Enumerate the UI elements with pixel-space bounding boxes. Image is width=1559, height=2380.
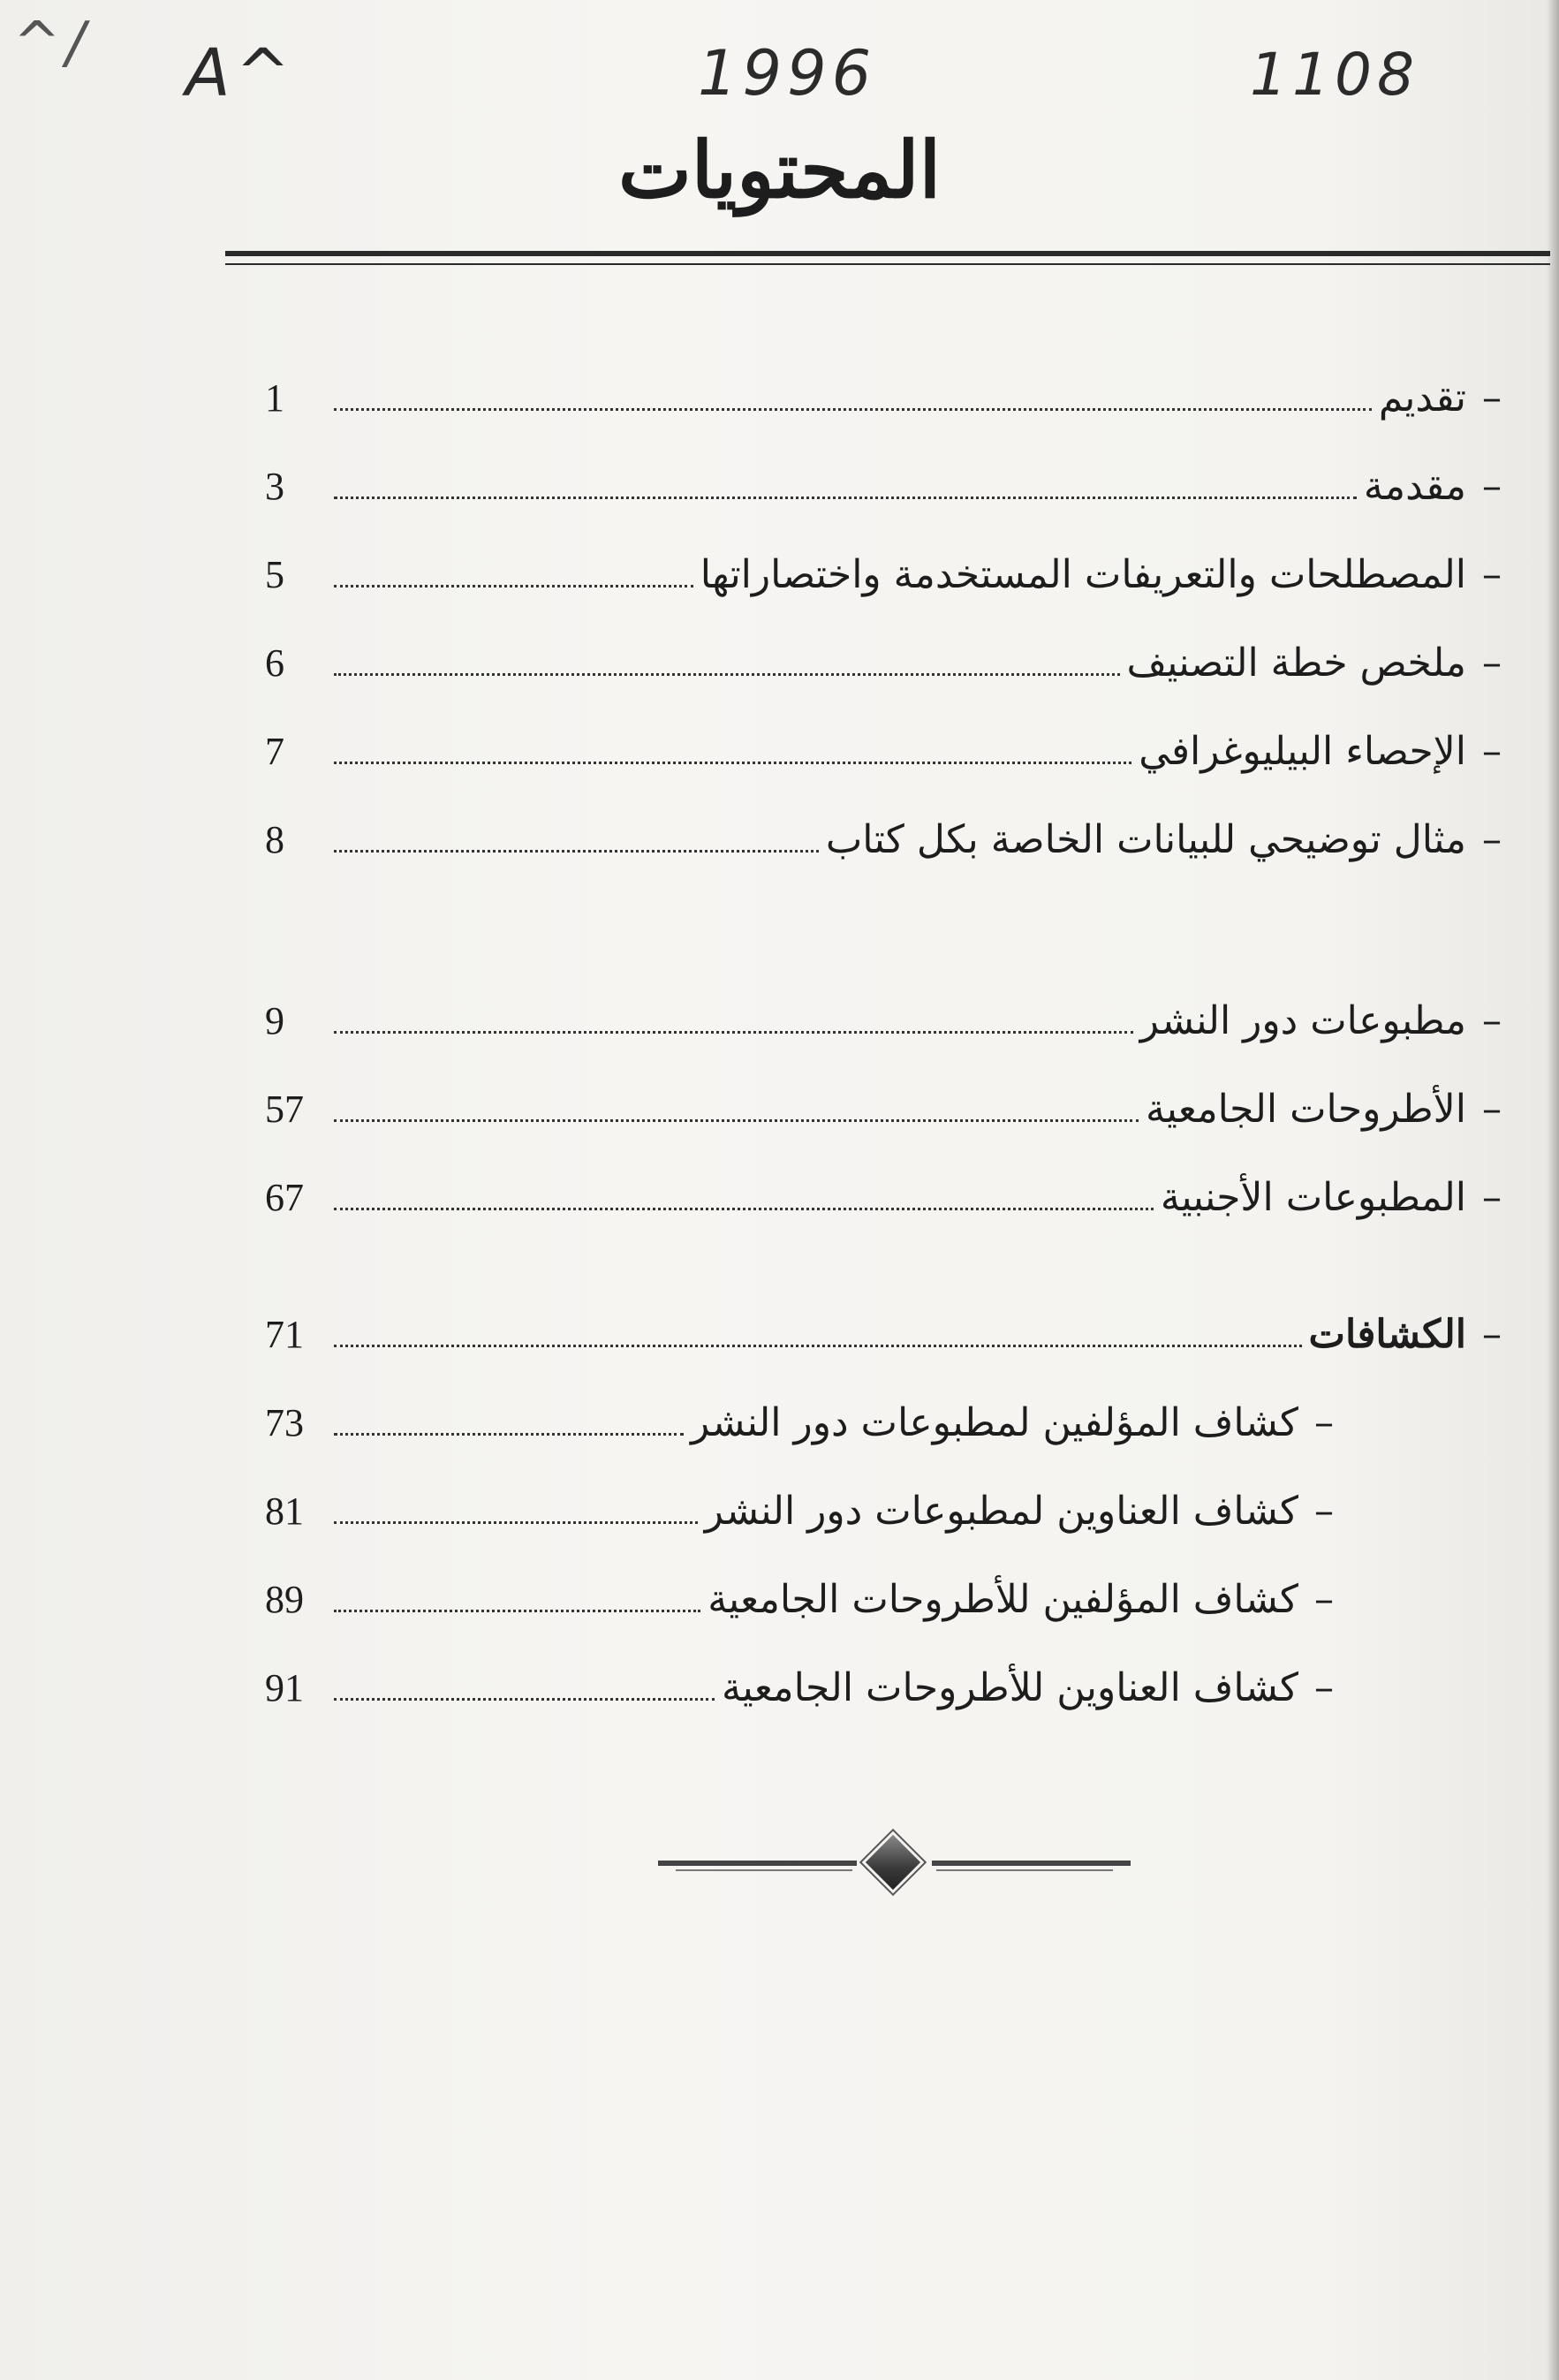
toc-entry-label: المصطلحات والتعريفات المستخدمة واختصاراتها	[700, 552, 1466, 597]
toc-entry	[265, 375, 1502, 437]
toc-entry-dash: –	[1482, 1175, 1502, 1220]
toc-entry-label: تقديم	[1378, 375, 1466, 421]
toc-entry-dash: –	[1482, 998, 1502, 1043]
toc-entry-dash: –	[1314, 1577, 1334, 1622]
toc-entry-dash: –	[1482, 464, 1502, 509]
toc-leader-dots	[334, 1344, 1302, 1347]
toc-entry-page: 6	[265, 641, 284, 685]
handwritten-slash-mark: ^/	[13, 11, 91, 76]
handwritten-shelf-mark: A^	[185, 35, 296, 111]
toc-entry-dash: –	[1482, 640, 1502, 686]
toc-entry-page: 67	[265, 1176, 304, 1219]
toc-subentry	[265, 1400, 1502, 1462]
toc-leader-dots	[334, 496, 1357, 499]
toc-leader-dots	[334, 407, 1372, 411]
toc-entry-label: الإحصاء البيليوغرافي	[1139, 729, 1466, 774]
toc-entry	[265, 817, 1502, 879]
toc-entry	[265, 1087, 1502, 1148]
toc-entry-label: مطبوعات دور النشر	[1139, 998, 1466, 1043]
toc-entry-page: 91	[265, 1666, 304, 1709]
toc-leader-dots	[334, 1520, 698, 1524]
toc-entry-page: 89	[265, 1578, 304, 1621]
toc-entry-page: 81	[265, 1489, 304, 1533]
toc-entry-label: مقدمة	[1363, 464, 1466, 509]
toc-subentry	[265, 1577, 1502, 1639]
toc-entry-dash: –	[1482, 375, 1502, 421]
toc-leader-dots	[334, 849, 819, 853]
toc-leader-dots	[334, 1697, 715, 1701]
divider-line-right-thin	[936, 1869, 1113, 1871]
toc-entry-label: كشاف العناوين لمطبوعات دور النشر	[704, 1489, 1298, 1534]
handwritten-accession-number: 1108	[1250, 41, 1419, 109]
toc-entry-label: الكشافات	[1308, 1312, 1466, 1357]
toc-entry-dash: –	[1482, 552, 1502, 597]
toc-entry-dash: –	[1482, 1312, 1502, 1357]
toc-entry-page: 5	[265, 553, 284, 596]
toc-entry-page: 9	[265, 999, 284, 1042]
page-title: المحتويات	[617, 124, 942, 216]
toc-entry-dash: –	[1314, 1665, 1334, 1710]
title-rule-thin	[225, 263, 1550, 265]
toc-entry-dash: –	[1314, 1400, 1334, 1445]
toc-entry-label: كشاف المؤلفين للأطروحات الجامعية	[708, 1577, 1298, 1622]
divider-line-left-thin	[676, 1869, 852, 1871]
toc-entry-page: 7	[265, 730, 284, 773]
toc-leader-dots	[334, 1207, 1154, 1210]
toc-entry-dash: –	[1314, 1489, 1334, 1534]
diamond-ornament-icon	[866, 1835, 920, 1890]
toc-leader-dots	[334, 761, 1131, 764]
toc-subentry	[265, 1489, 1502, 1550]
toc-entry	[265, 998, 1502, 1060]
divider-line-left	[658, 1861, 857, 1866]
decorative-divider	[658, 1838, 1131, 1891]
handwritten-year: 1996	[698, 37, 877, 110]
toc-entry-page: 57	[265, 1088, 304, 1131]
toc-entry-label: كشاف المؤلفين لمطبوعات دور النشر	[691, 1400, 1298, 1445]
page-edge-shadow	[1547, 0, 1559, 2380]
toc-entry	[265, 640, 1502, 702]
divider-line-right	[932, 1861, 1131, 1866]
toc-entry-page: 8	[265, 818, 284, 861]
toc-entry	[265, 552, 1502, 614]
toc-leader-dots	[334, 1030, 1133, 1034]
toc-entry-dash: –	[1482, 817, 1502, 862]
toc-entry-label: مثال توضيحي للبيانات الخاصة بكل كتاب	[825, 817, 1466, 862]
toc-entry-dash: –	[1482, 729, 1502, 774]
title-rule-thick	[225, 251, 1550, 256]
toc-entry-label: الأطروحات الجامعية	[1146, 1087, 1466, 1132]
toc-entry-label: كشاف العناوين للأطروحات الجامعية	[721, 1665, 1298, 1710]
toc-entry-page: 1	[265, 376, 284, 420]
toc-entry-section-heading	[265, 1312, 1502, 1374]
toc-entry-label: ملخص خطة التصنيف	[1126, 640, 1466, 686]
toc-leader-dots	[334, 1609, 700, 1612]
toc-entry	[265, 464, 1502, 526]
toc-entry	[265, 1175, 1502, 1237]
toc-leader-dots	[334, 1432, 684, 1436]
toc-subentry	[265, 1665, 1502, 1727]
toc-entry-dash: –	[1482, 1087, 1502, 1132]
toc-entry-page: 3	[265, 465, 284, 508]
toc-entry-label: المطبوعات الأجنبية	[1160, 1175, 1466, 1220]
toc-entry	[265, 729, 1502, 791]
toc-entry-page: 71	[265, 1313, 304, 1356]
toc-leader-dots	[334, 1118, 1139, 1122]
toc-leader-dots	[334, 672, 1120, 676]
toc-leader-dots	[334, 584, 693, 587]
toc-entry-page: 73	[265, 1401, 304, 1444]
